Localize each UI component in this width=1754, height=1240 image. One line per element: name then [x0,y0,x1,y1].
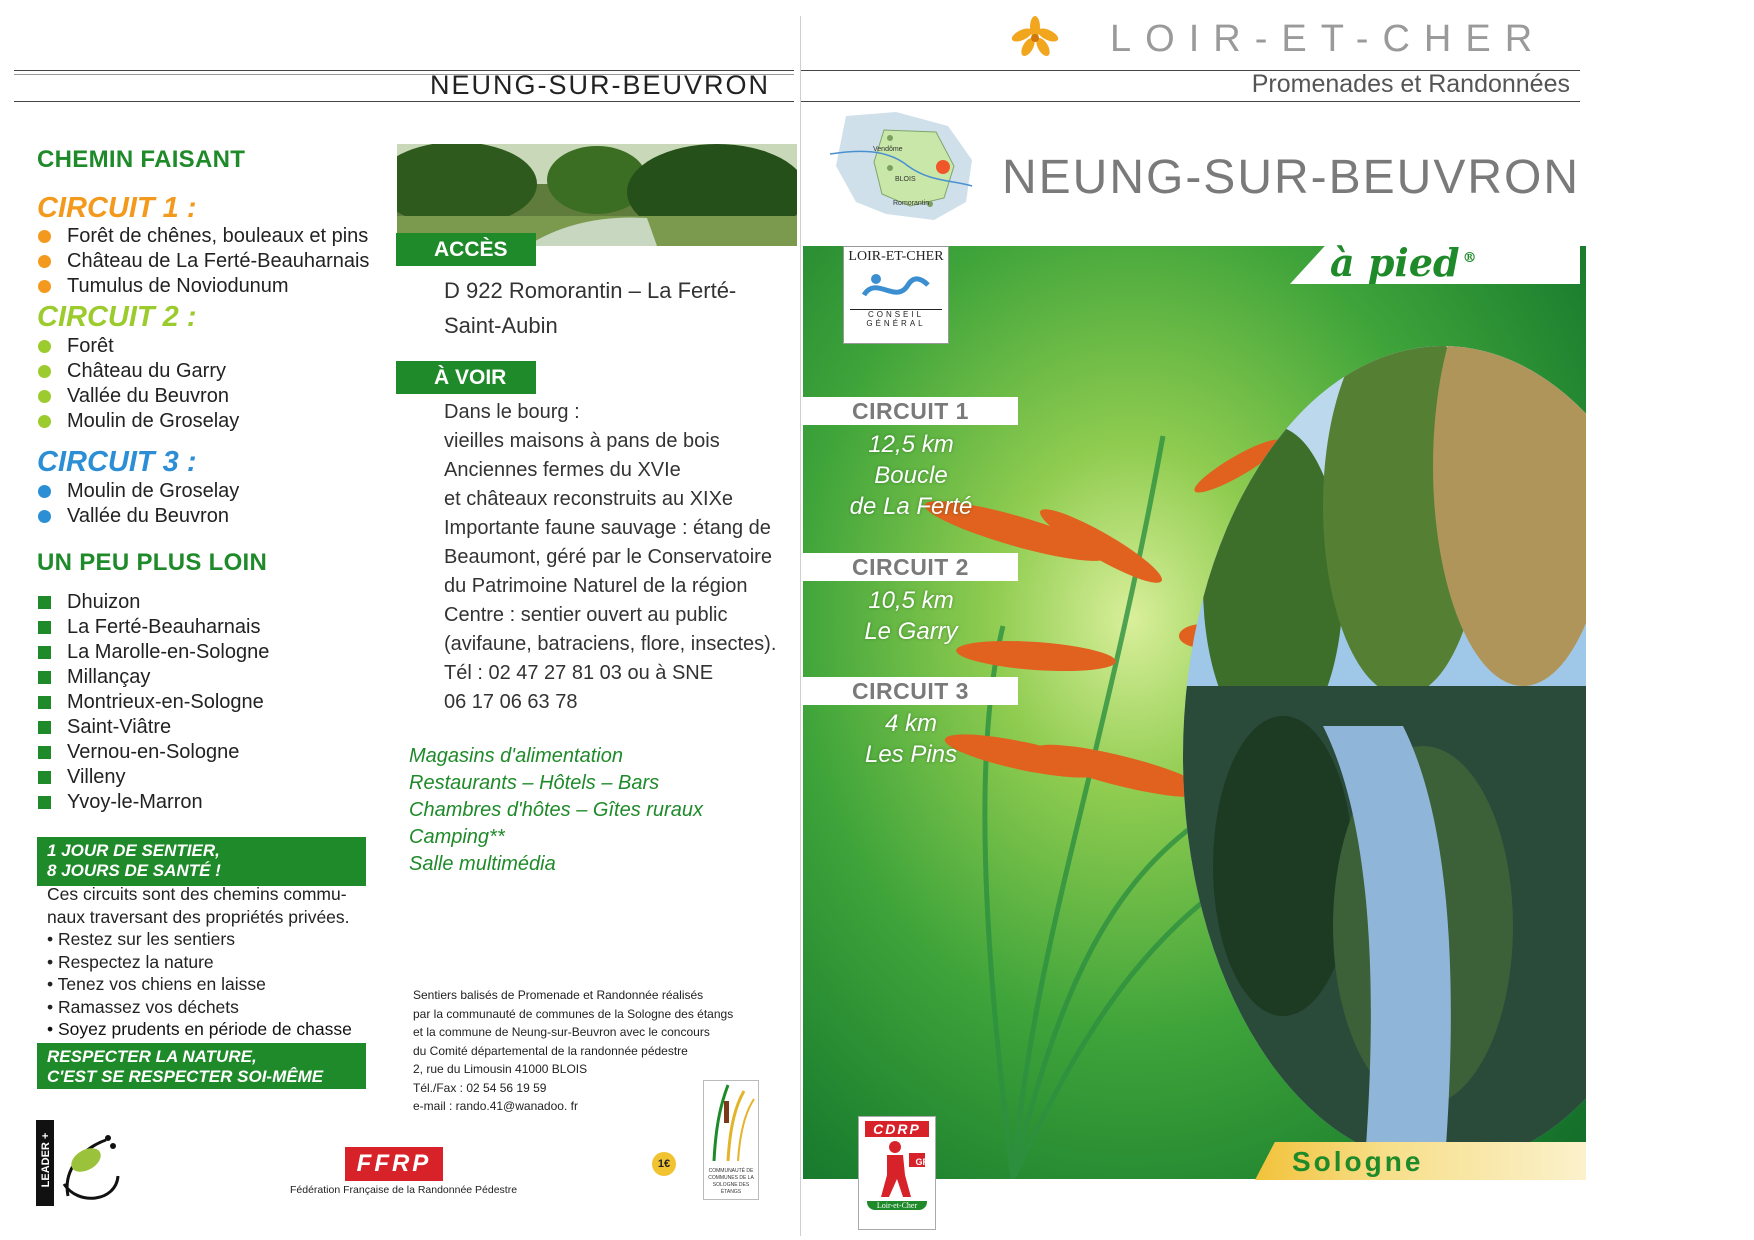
gr-mark: GR [915,1157,929,1167]
leaf-icon [58,1126,122,1204]
sologne-text: Sologne [1292,1146,1424,1177]
green-square-icon [38,796,51,809]
plus-loin-title: UN PEU PLUS LOIN [37,549,268,576]
chemin-faisant-title: CHEMIN FAISANT [37,146,246,173]
nature-band: RESPECTER LA NATURE, C'EST SE RESPECTER SOI-MÊME [37,1043,366,1089]
list-item: Forêt [37,334,239,359]
acces-tab: ACCÈS [396,233,536,266]
blue-dot-icon [38,510,51,523]
orange-dot-icon [38,280,51,293]
circuit-2-info: 10,5 km Le Garry [864,587,958,645]
price-badge: 1€ [652,1152,676,1176]
cc-caption: COMMUNAUTÉ DE COMMUNES DE LA SOLOGNE DES ÉTANGS [708,1168,754,1195]
leader-text: LEADER + [40,1132,52,1188]
landscape-photo [397,144,797,246]
green-square-icon [38,771,51,784]
green-dot-icon [38,365,51,378]
leader-logo [36,1120,122,1206]
acces-text: D 922 Romorantin – La Ferté- Saint-Aubin [444,278,737,338]
green-square-icon [38,621,51,634]
circuit-2-title: CIRCUIT 2 : [37,301,197,333]
blue-dot-icon [38,485,51,498]
cdrp-bottom-text: Loir-et-Cher [867,1201,927,1210]
list-item: Forêt de chênes, bouleaux et pins [37,224,369,249]
map-label-blois: BLOIS [895,176,916,183]
list-item: Moulin de Groselay [37,409,239,434]
circuit-1-title: CIRCUIT 1 : [37,192,197,224]
list-item: Vernou-en-Sologne [37,740,269,765]
council-top-text: LOIR-ET-CHER [848,249,944,264]
list-item: Tumulus de Noviodunum [37,274,369,299]
list-item: Saint-Viâtre [37,715,269,740]
reed-icon [704,1081,758,1161]
conseil-general-logo [843,246,949,344]
circuit-3-info: 4 km Les Pins [864,710,958,768]
circuit-3-title: CIRCUIT 3 : [37,446,197,478]
cdrp-logo [858,1116,936,1230]
list-item: Château de La Ferté-Beauharnais [37,249,369,274]
list-item: Vallée du Beuvron [37,384,239,409]
hiker-icon [865,1139,929,1201]
list-item: Moulin de Groselay [37,479,239,504]
list-item: La Marolle-en-Sologne [37,640,269,665]
list-item: La Ferté-Beauharnais [37,615,269,640]
title-right-rule [800,101,1580,102]
circuit-1-points [37,224,369,299]
green-square-icon [38,596,51,609]
back-title: NEUNG-SUR-BEUVRON [429,70,771,100]
circuit-1-info: 12,5 km Boucle de La Ferté [849,431,973,520]
list-item: Villeny [37,765,269,790]
voir-text: Dans le bourg : vieilles maisons à pans de bois Anciennes fermes du XVIe et châteaux reconstruits au XIXe Importante faune sauvage : étang de Beaumont, géré par le Conservatoire du Patrimoine Naturel de la région Centre : sentier ouvert au public (avifaune, batraciens, flore, insectes). Tél : 02 47 27 81 03 ou à SNE 06 17 06 63 78 [444,401,777,713]
list-item: Yvoy-le-Marron [37,790,269,815]
circuit-2-points [37,334,239,434]
ffrp-logo: FFRP [345,1147,443,1181]
green-dot-icon [38,390,51,403]
cdrp-top-text: CDRP [865,1121,929,1137]
river-logo-icon [856,265,936,309]
brand-subtitle: Promenades et Randonnées [1251,70,1570,98]
cover-title: NEUNG-SUR-BEUVRON [1001,151,1580,204]
list-item: Vallée du Beuvron [37,504,239,529]
ffrp-caption: Fédération Française de la Randonnée Pédestre [290,1184,518,1196]
plus-loin-list [37,590,269,815]
green-square-icon [38,746,51,759]
green-dot-icon [38,415,51,428]
orange-dot-icon [38,230,51,243]
map-label-romorantin: Romorantin [893,200,930,207]
credits-text: Sentiers balisés de Promenade et Randonnée réalisés par la communauté de communes de la Sologne des étangs et la commune de Neung-sur-Beuvron avec le concours du Comité départemental de la randonnée pédestre 2, rue du Limousin 41000 BLOIS Tél./Fax : 02 54 56 19 59 e-mail : rando.41@wanadoo. fr [413,988,734,1113]
circuit-2-label: CIRCUIT 2 [803,553,1018,581]
green-square-icon [38,696,51,709]
map-label-vendome: Vendôme [873,146,903,153]
orange-dot-icon [38,255,51,268]
cc-logo [703,1080,759,1200]
lily-logo-icon [1006,15,1064,61]
title-left-rule [14,101,794,102]
green-dot-icon [38,340,51,353]
list-item: Château du Garry [37,359,239,384]
fold-line [800,16,801,1236]
a-pied-text: à pied ® [1330,240,1477,285]
council-bottom-text: CONSEIL GÉNÉRAL [850,309,942,328]
green-square-icon [38,646,51,659]
list-item: Montrieux-en-Sologne [37,690,269,715]
circuit-1-label: CIRCUIT 1 [803,397,1018,425]
brand-name: LOIR-ET-CHER [1110,18,1547,60]
green-square-icon [38,671,51,684]
circuit-3-label: CIRCUIT 3 [803,677,1018,705]
circuit-3-points [37,479,239,529]
green-square-icon [38,721,51,734]
services-list: Magasins d'alimentation Restaurants – Hôtels – Bars Chambres d'hôtes – Gîtes ruraux Camping** Salle multimédia [409,745,703,875]
sante-band: 1 JOUR DE SENTIER, 8 JOURS DE SANTÉ ! [37,837,366,886]
list-item: Dhuizon [37,590,269,615]
list-item: Millançay [37,665,269,690]
voir-tab: À VOIR [396,361,536,394]
warning-text: Ces circuits sont des chemins commu- naux traversant des propriétés privées. • Restez sur les sentiers • Respectez la nature • Tenez vos chiens en laisse • Ramassez vos déchets • Soyez prudents en période de chasse [47,884,352,1039]
